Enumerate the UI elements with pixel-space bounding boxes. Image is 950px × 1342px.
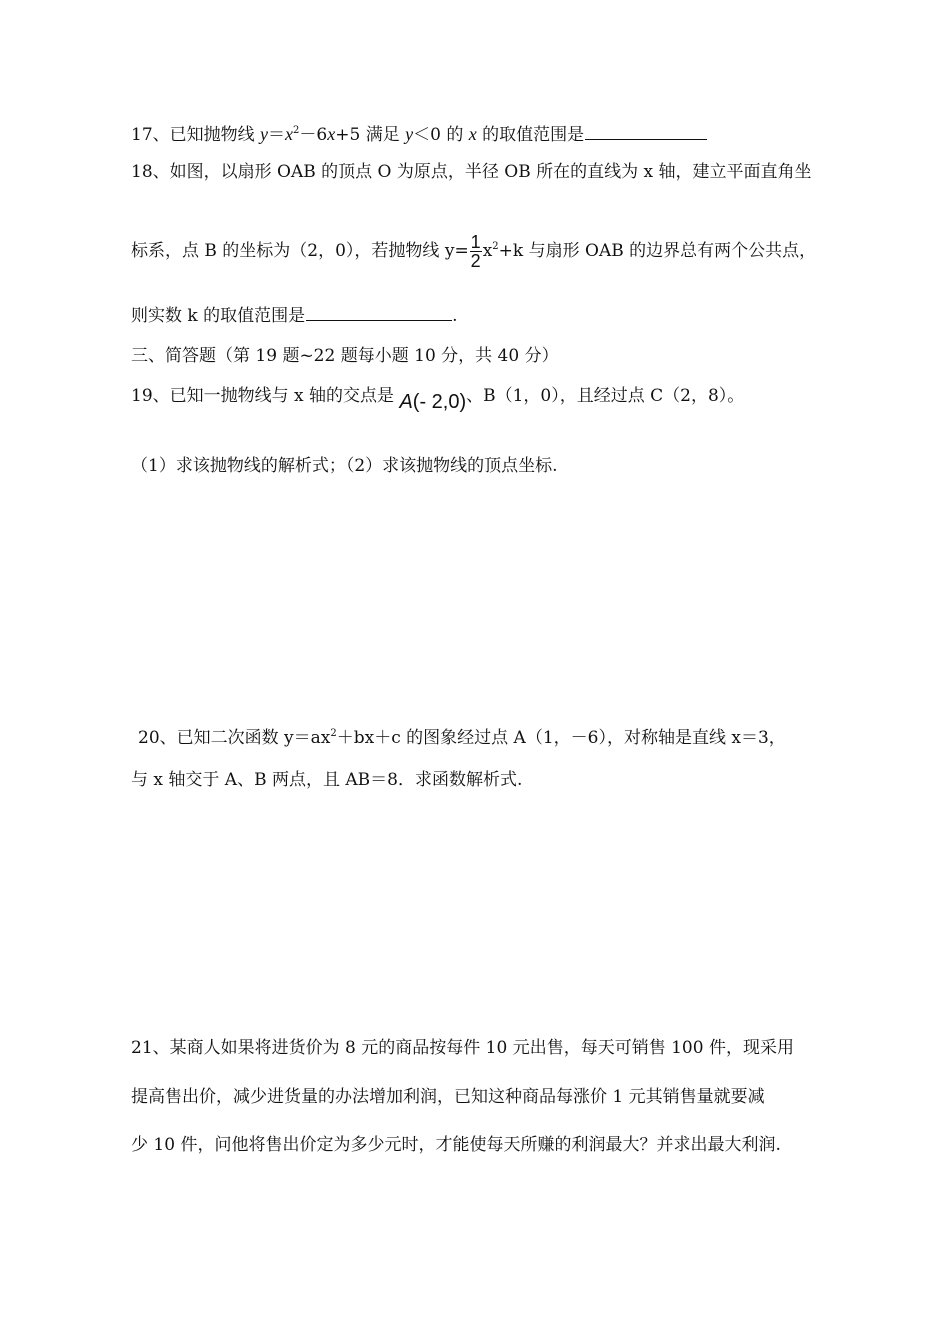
question-20-line-1 bbox=[138, 722, 786, 750]
question-17 bbox=[131, 119, 707, 147]
q18-text-c: +k 与扇形 OAB 的边界总有两个公共点， bbox=[498, 241, 817, 261]
q17-var-y2: y bbox=[405, 124, 414, 144]
q18-period: . bbox=[452, 306, 458, 326]
q17-suffix: 的取值范围是 bbox=[476, 125, 585, 145]
question-19 bbox=[131, 384, 744, 414]
q19-point-a-letter: A bbox=[399, 391, 413, 413]
q19-point-a-coords: (- 2,0) bbox=[412, 391, 467, 413]
q17-var-x3: x bbox=[468, 124, 477, 144]
q17-var-y: y bbox=[260, 124, 269, 144]
question-19-parts: （1）求该抛物线的解析式；（2）求该抛物线的顶点坐标. bbox=[131, 456, 558, 476]
question-20-line-2: 与 x 轴交于 A、B 两点，且 AB＝8．求函数解析式. bbox=[131, 770, 523, 790]
q20-text-b: ＋bx＋c 的图象经过点 A（1，－6），对称轴是直线 x＝3， bbox=[336, 728, 786, 748]
q20-exponent: 2 bbox=[330, 728, 337, 739]
q17-equals: ＝ bbox=[268, 125, 286, 145]
q18-fraction-denominator: 2 bbox=[470, 251, 481, 271]
question-18-line-1: 18、如图，以扇形 OAB 的顶点 O 为原点，半径 OB 所在的直线为 x 轴，建立平面直角坐 bbox=[131, 162, 812, 182]
q17-exponent: 2 bbox=[293, 125, 300, 136]
q17-var-x: x bbox=[285, 124, 294, 144]
question-21-line-3: 少 10 件，问他将售出价定为多少元时，才能使每天所赚的利润最大？并求出最大利润. bbox=[131, 1135, 781, 1155]
question-18-line-2 bbox=[131, 233, 816, 270]
question-21-line-1: 21、某商人如果将进货价为 8 元的商品按每件 10 元出售，每天可销售 100 件，现采用 bbox=[131, 1038, 794, 1058]
q19-suffix: 、B（1，0），且经过点 C（2，8）。 bbox=[466, 386, 745, 406]
q18-fraction-numerator: 1 bbox=[470, 232, 481, 252]
q19-point-a bbox=[399, 391, 466, 413]
q17-plus-term: +5 满足 bbox=[335, 125, 406, 145]
q18-text-a: 标系，点 B 的坐标为（2，0），若抛物线 y= bbox=[131, 241, 469, 261]
q18-var-x: x bbox=[482, 241, 493, 261]
question-21-line-2: 提高售出价，减少进货量的办法增加利润，已知这种商品每涨价 1 元其销售量就要减 bbox=[131, 1087, 765, 1107]
q17-inequality: ＜0 的 bbox=[413, 125, 469, 145]
q17-answer-blank[interactable] bbox=[585, 121, 707, 140]
q18-line3-text: 则实数 k 的取值范围是 bbox=[131, 306, 306, 326]
q17-var-x2: x bbox=[327, 124, 336, 144]
q19-prefix: 19、已知一抛物线与 x 轴的交点是 bbox=[131, 386, 400, 406]
q17-minus-term: －6 bbox=[299, 125, 328, 145]
q18-exponent: 2 bbox=[492, 241, 499, 252]
q20-text-a: 20、已知二次函数 y＝ax bbox=[138, 728, 331, 748]
question-18-line-3 bbox=[131, 302, 458, 328]
section-3-heading: 三、简答题（第 19 题~22 题每小题 10 分，共 40 分） bbox=[131, 346, 559, 366]
q18-answer-blank[interactable] bbox=[306, 302, 452, 321]
q18-fraction bbox=[470, 233, 482, 270]
q17-prefix: 17、已知抛物线 bbox=[131, 125, 261, 145]
